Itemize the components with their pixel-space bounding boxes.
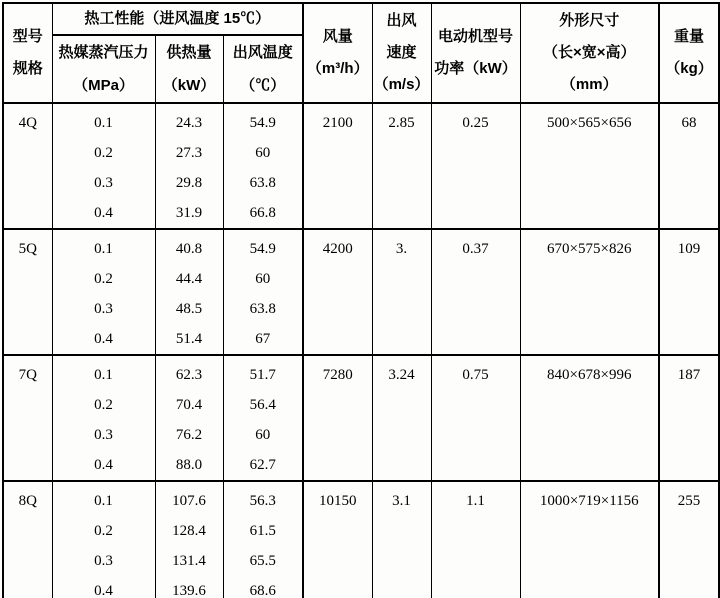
air-volume-value: 2100	[322, 114, 353, 131]
heat-value: 31.9	[175, 204, 203, 221]
pressure-value: 0.3	[94, 426, 113, 443]
header-weight-line2: （kg）	[665, 60, 713, 77]
air-speed-cell	[372, 229, 431, 355]
pressure-value: 0.2	[94, 144, 113, 161]
air-volume-cell	[303, 103, 372, 229]
table-row-8q	[3, 481, 719, 598]
header-dimensions-line3: （mm）	[560, 76, 618, 93]
header-air-volume	[303, 3, 372, 103]
header-pressure-line1: 热媒蒸汽压力	[58, 44, 149, 61]
header-dimensions-line2: （长×宽×高）	[542, 44, 636, 61]
pressure-value: 0.1	[94, 366, 113, 383]
header-air-speed	[372, 3, 431, 103]
dimensions-cell	[520, 481, 659, 598]
pressure-value: 0.4	[94, 456, 113, 473]
motor-power-cell	[431, 229, 520, 355]
temp-cell	[223, 229, 303, 355]
heat-value: 44.4	[175, 270, 203, 287]
air-volume-value: 4200	[322, 240, 353, 257]
header-row-1	[3, 3, 719, 35]
temp-value: 67	[255, 330, 271, 347]
pressure-value: 0.2	[94, 396, 113, 413]
heat-value: 62.3	[175, 366, 203, 383]
heat-cell	[155, 355, 223, 481]
motor-power-value: 0.37	[462, 240, 489, 257]
heat-value: 76.2	[175, 426, 203, 443]
temp-cell	[223, 103, 303, 229]
temp-value: 60	[255, 270, 271, 287]
pressure-cell	[52, 355, 155, 481]
header-air-volume-line1: 风量	[322, 28, 353, 45]
pressure-value: 0.4	[94, 582, 113, 598]
dimensions-cell	[520, 355, 659, 481]
temp-value: 65.5	[249, 552, 276, 569]
header-model-spec	[3, 3, 52, 103]
heat-value: 29.8	[175, 174, 203, 191]
model-cell	[3, 481, 52, 598]
model-cell	[3, 103, 52, 229]
motor-power-value: 0.25	[462, 114, 489, 131]
pressure-value: 0.2	[94, 522, 113, 539]
model-cell	[3, 355, 52, 481]
weight-cell	[659, 229, 719, 355]
header-dimensions	[520, 3, 659, 103]
air-volume-cell	[303, 481, 372, 598]
weight-value: 187	[677, 366, 701, 383]
dimensions-value: 840×678×996	[547, 366, 632, 383]
header-weight	[659, 3, 719, 103]
motor-power-value: 0.75	[462, 366, 489, 383]
motor-power-value: 1.1	[466, 492, 485, 509]
pressure-value: 0.3	[94, 300, 113, 317]
header-outlet-temp	[223, 35, 303, 103]
air-volume-cell	[303, 355, 372, 481]
air-speed-value: 3.24	[388, 366, 415, 383]
air-speed-value: 3.1	[392, 492, 411, 509]
temp-value: 61.5	[249, 522, 276, 539]
header-dimensions-line1: 外形尺寸	[559, 12, 620, 29]
header-air-speed-line2: 速度	[386, 44, 417, 61]
air-speed-cell	[372, 355, 431, 481]
temp-value: 62.7	[249, 456, 276, 473]
heat-cell	[155, 229, 223, 355]
header-air-speed-line1: 出风	[386, 12, 417, 29]
header-motor-power	[431, 3, 520, 103]
weight-value: 68	[681, 114, 697, 131]
temp-value: 63.8	[249, 174, 276, 191]
table-row-4q	[3, 103, 719, 229]
heat-value: 139.6	[172, 582, 206, 598]
dimensions-value: 670×575×826	[547, 240, 632, 257]
dimensions-cell	[520, 229, 659, 355]
heater-spec-table	[2, 2, 720, 598]
pressure-value: 0.3	[94, 174, 113, 191]
header-weight-line1: 重量	[673, 28, 704, 45]
air-volume-value: 7280	[322, 366, 353, 383]
table-row-7q	[3, 355, 719, 481]
header-model-spec-line2: 规格	[12, 60, 43, 77]
temp-value: 60	[255, 144, 271, 161]
temp-value: 68.6	[249, 582, 276, 598]
pressure-value: 0.4	[94, 204, 113, 221]
heat-value: 131.4	[172, 552, 206, 569]
heat-value: 24.3	[175, 114, 203, 131]
header-air-volume-line2: （m³/h）	[306, 60, 369, 77]
model-label: 7Q	[18, 366, 37, 383]
heat-value: 70.4	[175, 396, 203, 413]
header-pressure-line2: （MPa）	[73, 77, 134, 94]
header-model-spec-line1: 型号	[12, 28, 43, 45]
temp-value: 56.4	[249, 396, 276, 413]
temp-cell	[223, 355, 303, 481]
pressure-value: 0.1	[94, 114, 113, 131]
heat-value: 27.3	[175, 144, 203, 161]
table-row-5q	[3, 229, 719, 355]
model-cell	[3, 229, 52, 355]
header-heat-supply-line1: 供热量	[166, 44, 212, 61]
temp-value: 66.8	[249, 204, 276, 221]
header-outlet-temp-line1: 出风温度	[232, 44, 293, 61]
heat-value: 51.4	[175, 330, 203, 347]
heat-value: 128.4	[172, 522, 206, 539]
header-heat-supply	[155, 35, 223, 103]
header-thermal-banner: 热工性能（进风温度 15℃）	[52, 3, 303, 35]
pressure-value: 0.4	[94, 330, 113, 347]
air-speed-value: 3.	[395, 240, 408, 257]
heat-value: 40.8	[175, 240, 203, 257]
temp-value: 51.7	[249, 366, 276, 383]
temp-value: 63.8	[249, 300, 276, 317]
heat-cell	[155, 481, 223, 598]
header-motor-power-line1: 电动机型号	[437, 28, 513, 45]
temp-value: 54.9	[249, 114, 276, 131]
pressure-cell	[52, 481, 155, 598]
weight-cell	[659, 103, 719, 229]
model-label: 5Q	[18, 240, 37, 257]
model-label: 8Q	[18, 492, 37, 509]
header-outlet-temp-line2: （℃）	[240, 77, 286, 94]
dimensions-value: 1000×719×1156	[539, 492, 639, 509]
air-speed-cell	[372, 481, 431, 598]
heat-value: 107.6	[172, 492, 206, 509]
header-pressure	[52, 35, 155, 103]
temp-cell	[223, 481, 303, 598]
header-heat-supply-line2: （kW）	[162, 77, 216, 94]
air-volume-cell	[303, 229, 372, 355]
weight-value: 109	[677, 240, 701, 257]
dimensions-value: 500×565×656	[547, 114, 632, 131]
temp-value: 60	[255, 426, 271, 443]
pressure-value: 0.1	[94, 240, 113, 257]
weight-value: 255	[677, 492, 701, 509]
pressure-cell	[52, 229, 155, 355]
heat-value: 48.5	[175, 300, 203, 317]
temp-value: 54.9	[249, 240, 276, 257]
air-speed-cell	[372, 103, 431, 229]
pressure-value: 0.1	[94, 492, 113, 509]
air-speed-value: 2.85	[388, 114, 415, 131]
pressure-value: 0.3	[94, 552, 113, 569]
weight-cell	[659, 481, 719, 598]
motor-power-cell	[431, 103, 520, 229]
dimensions-cell	[520, 103, 659, 229]
header-motor-power-line2: 功率（kW）	[434, 60, 517, 77]
pressure-value: 0.2	[94, 270, 113, 287]
heat-cell	[155, 103, 223, 229]
temp-value: 56.3	[249, 492, 276, 509]
air-volume-value: 10150	[319, 492, 357, 509]
weight-cell	[659, 355, 719, 481]
heat-value: 88.0	[175, 456, 203, 473]
motor-power-cell	[431, 355, 520, 481]
model-label: 4Q	[18, 114, 37, 131]
header-air-speed-line3: （m/s）	[373, 76, 430, 93]
pressure-cell	[52, 103, 155, 229]
motor-power-cell	[431, 481, 520, 598]
